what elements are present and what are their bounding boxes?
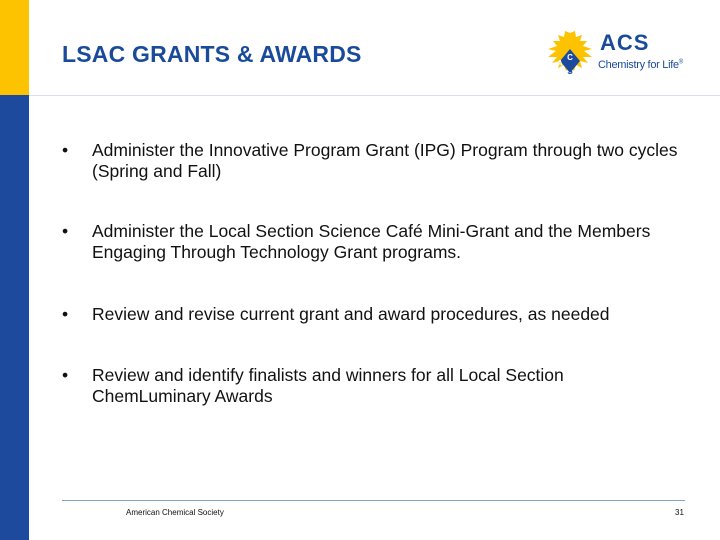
seal-letter-a: A bbox=[557, 59, 563, 68]
acs-seal-icon bbox=[540, 27, 600, 87]
seal-letter-s: S bbox=[567, 67, 573, 76]
bullet-text: Administer the Innovative Program Grant (IPG) Program through two cycles (Spring and Fall) bbox=[92, 140, 678, 181]
bullet-marker: • bbox=[62, 365, 69, 385]
slide-title: LSAC GRANTS & AWARDS bbox=[62, 41, 362, 67]
bullet-text: Administer the Local Section Science Café Mini-Grant and the Members Engaging Through Technology Grant programs. bbox=[92, 221, 651, 262]
left-accent-bar-blue bbox=[0, 95, 29, 540]
footer-divider bbox=[62, 500, 685, 501]
bullet-text: Review and identify finalists and winners for all Local Section ChemLuminary Awards bbox=[92, 365, 564, 406]
seal-letter-c: C bbox=[567, 53, 573, 62]
trademark-mark: ® bbox=[678, 59, 683, 66]
logo-wordmark: ACS bbox=[600, 30, 650, 55]
bullet-marker: • bbox=[62, 140, 69, 160]
logo-tagline-text: Chemistry for Life bbox=[598, 59, 679, 71]
title-divider bbox=[29, 95, 720, 96]
footer-organization: American Chemical Society bbox=[126, 508, 224, 517]
bullet-text: Review and revise current grant and award procedures, as needed bbox=[92, 304, 610, 324]
logo-tagline bbox=[598, 59, 683, 71]
bullet-marker: • bbox=[62, 221, 69, 241]
page-number: 31 bbox=[675, 508, 684, 517]
left-accent-bar-yellow bbox=[0, 0, 29, 95]
bullet-marker: • bbox=[62, 304, 69, 324]
acs-logo bbox=[540, 27, 690, 87]
